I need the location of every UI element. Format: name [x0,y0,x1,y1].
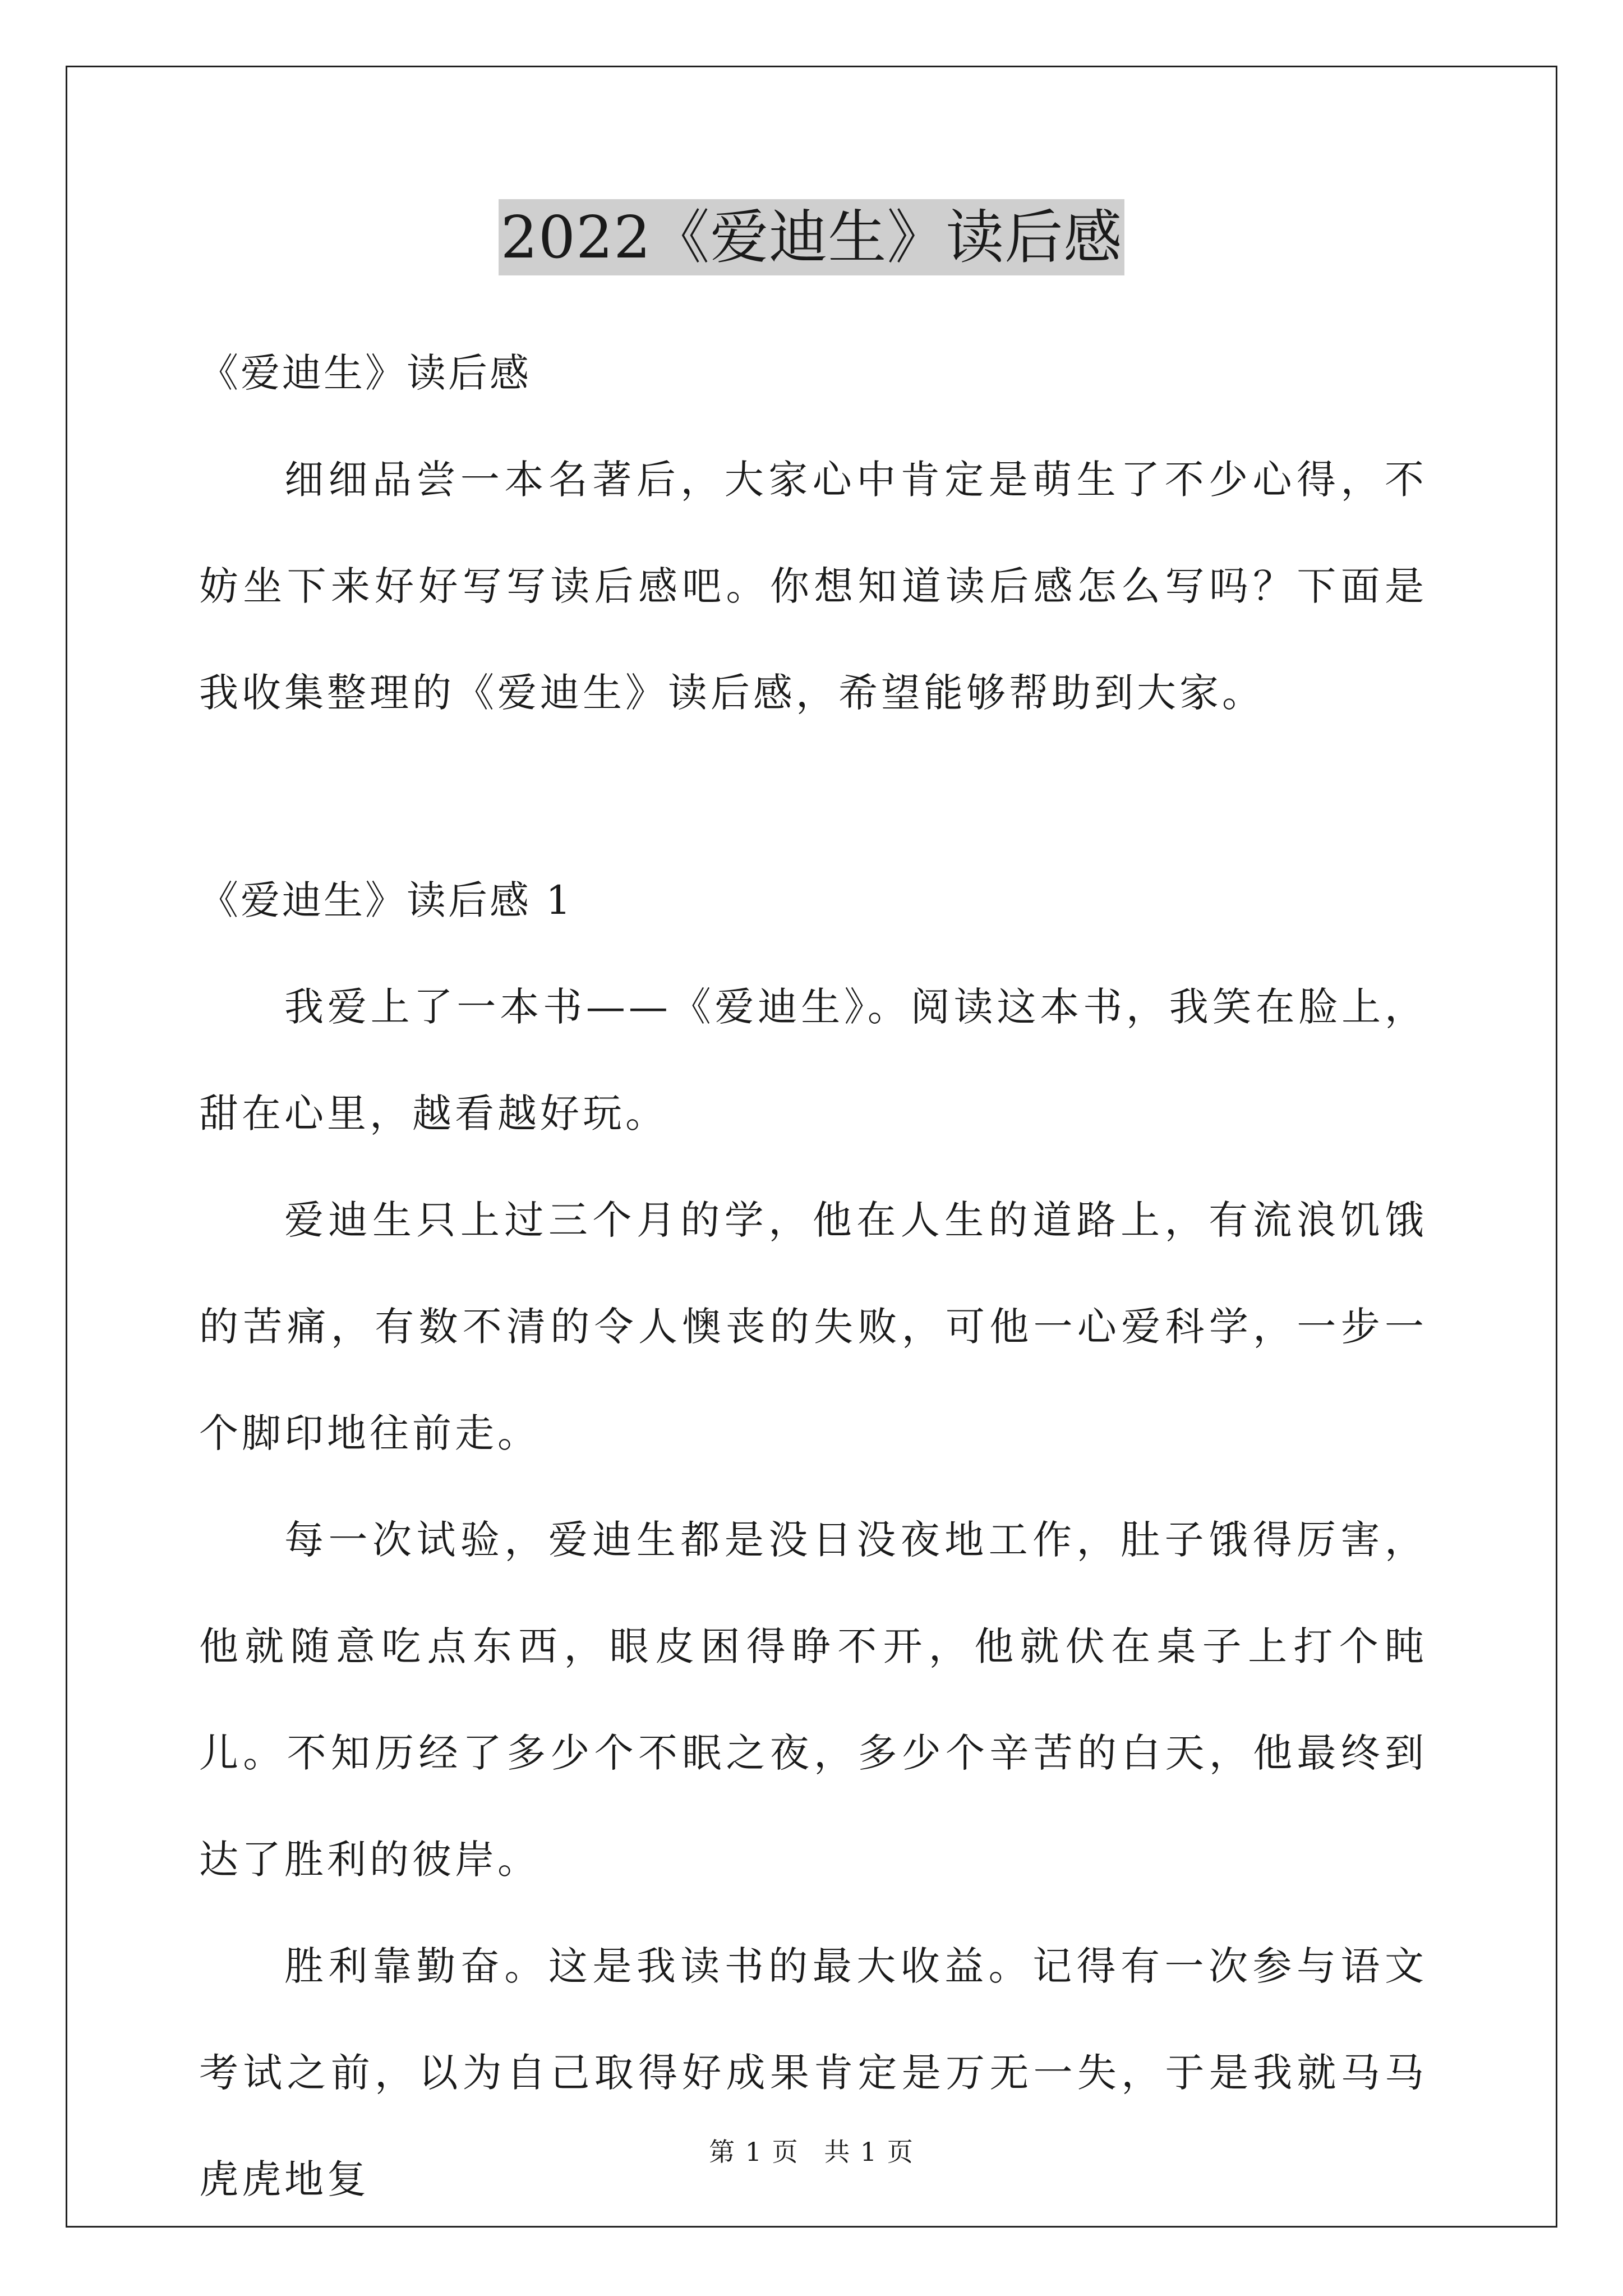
body-paragraph: 我爱上了一本书——《爱迪生》。阅读这本书，我笑在脸上，甜在心里，越看越好玩。 [199,984,1427,1137]
section-heading: 《爱迪生》读后感 1 [199,877,573,923]
document-body [199,320,1427,2233]
document-title: 2022《爱迪生》读后感 [499,199,1125,275]
page-number: 第 1 页 [709,2137,799,2167]
document-subtitle: 《爱迪生》读后感 [199,350,531,396]
title-container [0,199,1623,275]
page-total: 共 1 页 [824,2137,914,2167]
section-spacer [199,746,1427,847]
body-paragraph: 每一次试验，爱迪生都是没日没夜地工作，肚子饿得厉害，他就随意吃点东西，眼皮困得睁不开，他就伏在桌子上打个盹儿。不知历经了多少个不眠之夜，多少个辛苦的白天，他最终到达了胜利的彼岸。 [199,1517,1427,1883]
intro-paragraph: 细细品尝一本名著后，大家心中肯定是萌生了不少心得，不妨坐下来好好写写读后感吧。你想知道读后感怎么写吗？下面是我收集整理的《爱迪生》读后感，希望能够帮助到大家。 [199,457,1427,716]
body-paragraph: 胜利靠勤奋。这是我读书的最大收益。记得有一次参与语文考试之前，以为自己取得好成果肯定是万无一失，于是我就马马虎虎地复 [199,1943,1427,2202]
page-footer [0,2132,1623,2169]
body-paragraph: 爱迪生只上过三个月的学，他在人生的道路上，有流浪饥饿的苦痛，有数不清的令人懊丧的失败，可他一心爱科学，一步一个脚印地往前走。 [199,1197,1427,1456]
